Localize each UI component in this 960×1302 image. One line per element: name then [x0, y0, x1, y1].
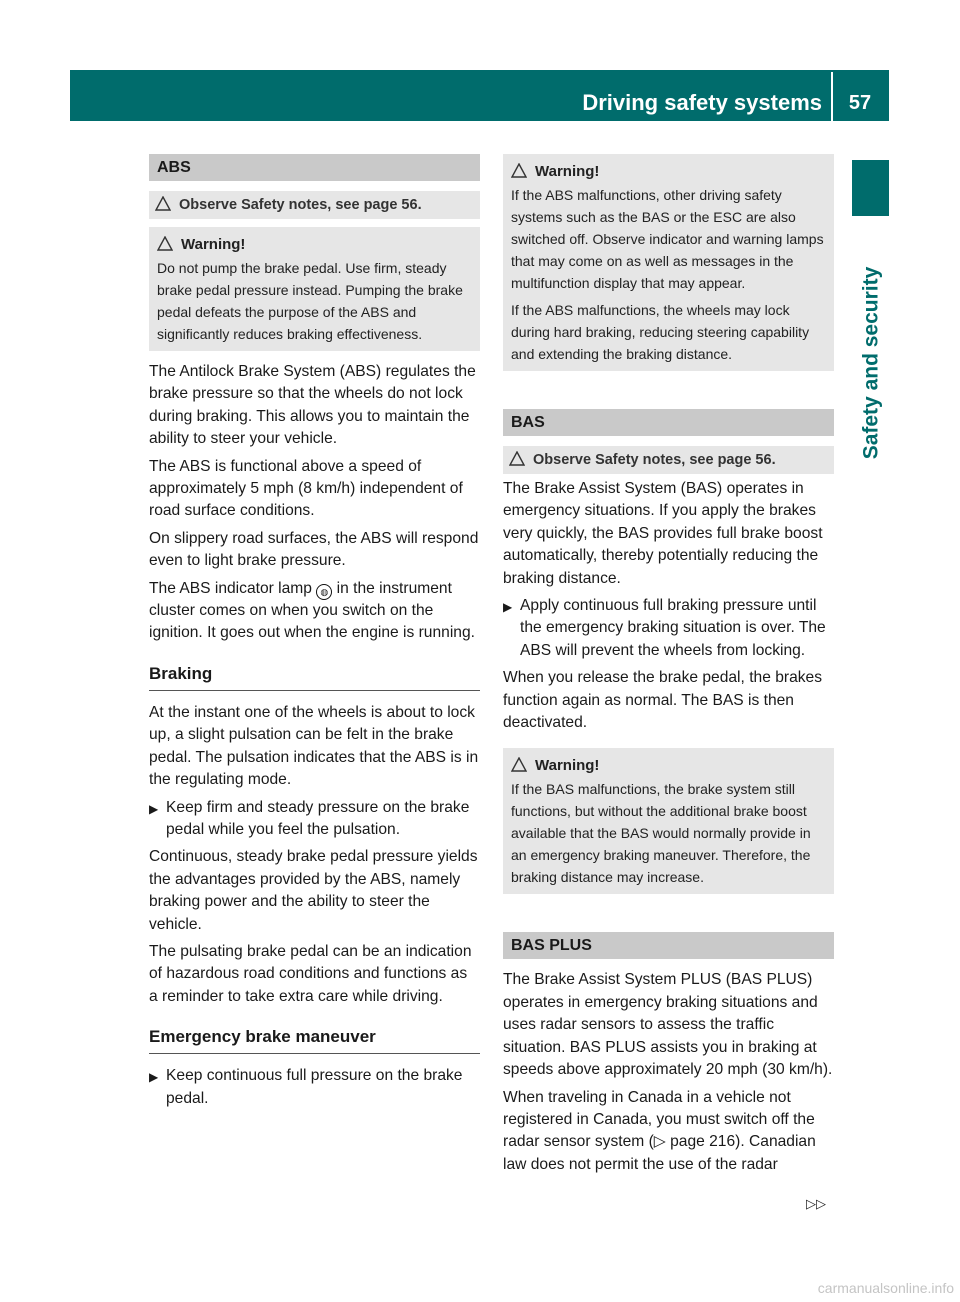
abs-paragraph-1: The Antilock Brake System (ABS) regulates the brake pressure so that the wheels do not lock during braking. This allows you to maintain the ability to steer your vehicle.: [149, 363, 476, 448]
left-column: [149, 154, 480, 1115]
chapter-tab: [852, 160, 889, 216]
safety-note-text: Observe Safety notes, see page 56.: [533, 452, 776, 468]
warning-title: [157, 234, 474, 256]
watermark: carmanualsonline.info: [817, 1280, 954, 1296]
abs-heading: ABS: [149, 154, 480, 181]
emergency-step: [149, 1065, 480, 1110]
abs-malfunction-warning: [503, 154, 834, 371]
warning-title-text: Warning!: [181, 236, 246, 253]
bas-paragraph-2: When you release the brake pedal, the brakes function again as normal. The BAS is then deactivated.: [503, 669, 823, 732]
emergency-step-text: Keep continuous full pressure on the brake pedal.: [166, 1067, 463, 1107]
braking-step-text: Keep firm and steady pressure on the brake pedal while you feel the pulsation.: [166, 798, 470, 838]
abs-paragraph-4-start: The ABS indicator lamp: [149, 579, 312, 597]
abs-paragraph-2: The ABS is functional above a speed of approximately 5 mph (8 km/h) independent of road surface conditions.: [149, 457, 463, 520]
warning-triangle-icon: [511, 163, 527, 178]
bas-step-text: Apply continuous full braking pressure until the emergency braking situation is over. The ABS will prevent the wheels from locking.: [520, 597, 826, 659]
braking-paragraph-3: The pulsating brake pedal can be an indication of hazardous road conditions and functions as a reminder to take extra care while driving.: [149, 942, 472, 1005]
right-column: [503, 154, 834, 1181]
warning-triangle-icon: [509, 451, 525, 466]
header-divider: [831, 72, 833, 121]
bas-plus-paragraph-1: The Brake Assist System PLUS (BAS PLUS) operates in emergency braking situations and uses radar sensors to assess the traffic situation. BAS PLUS assists you in braking at speeds above approximately 20 mph (30 km/h).: [503, 971, 833, 1079]
bas-paragraph-1: The Brake Assist System (BAS) operates in emergency situations. If you apply the brakes very quickly, the BAS provides full brake boost automatically, thereby potentially reducing the braking distance.: [503, 480, 823, 587]
bas-plus-heading: BAS PLUS: [503, 932, 834, 959]
warning-triangle-icon: [511, 757, 527, 772]
warning-title-text: Warning!: [535, 163, 600, 180]
chapter-label-text: Safety and security: [859, 266, 882, 459]
warning-title: [511, 755, 828, 777]
warning-paragraph-2: If the ABS malfunctions, the wheels may lock during hard braking, reducing steering capability and extending the braking distance.: [511, 302, 810, 362]
abs-safety-note: [149, 191, 480, 219]
section-title: Driving safety systems: [582, 90, 822, 115]
chapter-label: [853, 260, 889, 465]
continued-marker: ▷▷: [806, 1196, 826, 1211]
bas-step: [503, 595, 834, 662]
warning-text: If the BAS malfunctions, the brake system still functions, but without the additional brake boost available that the BAS would normally provide in an emergency braking maneuver. Therefore, the braking distance may increase.: [511, 781, 811, 886]
braking-step: [149, 797, 480, 842]
abs-paragraph-3: On slippery road surfaces, the ABS will respond even to light brake pressure.: [149, 529, 479, 570]
step-arrow-icon: ▶: [149, 801, 159, 816]
abs-paragraph-4-end: in the instrument cluster comes on when you switch on the ignition. It goes out when the engine is running.: [149, 579, 475, 642]
braking-paragraph-1: At the instant one of the wheels is about to lock up, a slight pulsation can be felt in the brake pedal. The pulsation indicates that the ABS is in the regulating mode.: [149, 703, 479, 789]
step-arrow-icon: ▶: [149, 1070, 159, 1085]
warning-text: Do not pump the brake pedal. Use firm, steady brake pedal pressure instead. Pumping the brake pedal defeats the purpose of the ABS and significantly reduces braking effectiveness.: [157, 260, 463, 342]
bas-safety-note: [503, 446, 834, 474]
bas-malfunction-warning: [503, 748, 834, 894]
step-arrow-icon: ▶: [503, 600, 513, 615]
warning-triangle-icon: [157, 236, 173, 251]
emergency-heading: Emergency brake maneuver: [149, 1026, 480, 1054]
warning-title: [511, 161, 828, 183]
bas-heading: BAS: [503, 409, 834, 436]
abs-warning-box: [149, 227, 480, 351]
page-number: 57: [848, 92, 872, 114]
bas-plus-paragraph-2: When traveling in Canada in a vehicle not registered in Canada, you must switch off the radar sensor system (▷ page 216). Canadian law does not permit the use of the radar: [503, 1088, 816, 1173]
braking-heading: Braking: [149, 663, 480, 691]
warning-paragraph-1: If the ABS malfunctions, other driving safety systems such as the BAS or the ESC are also switched off. Observe indicator and warning lamps that may come on as well as messages in the multifunction display that may appear.: [511, 187, 824, 291]
safety-note-text: Observe Safety notes, see page 56.: [179, 197, 422, 213]
braking-paragraph-2: Continuous, steady brake pedal pressure yields the advantages provided by the ABS, namely braking power and the ability to steer the vehicle.: [149, 848, 478, 933]
abs-indicator-lamp-icon: ◍: [316, 584, 332, 600]
warning-triangle-icon: [155, 196, 171, 211]
abs-paragraph-4: [149, 578, 480, 645]
warning-title-text: Warning!: [535, 757, 600, 775]
